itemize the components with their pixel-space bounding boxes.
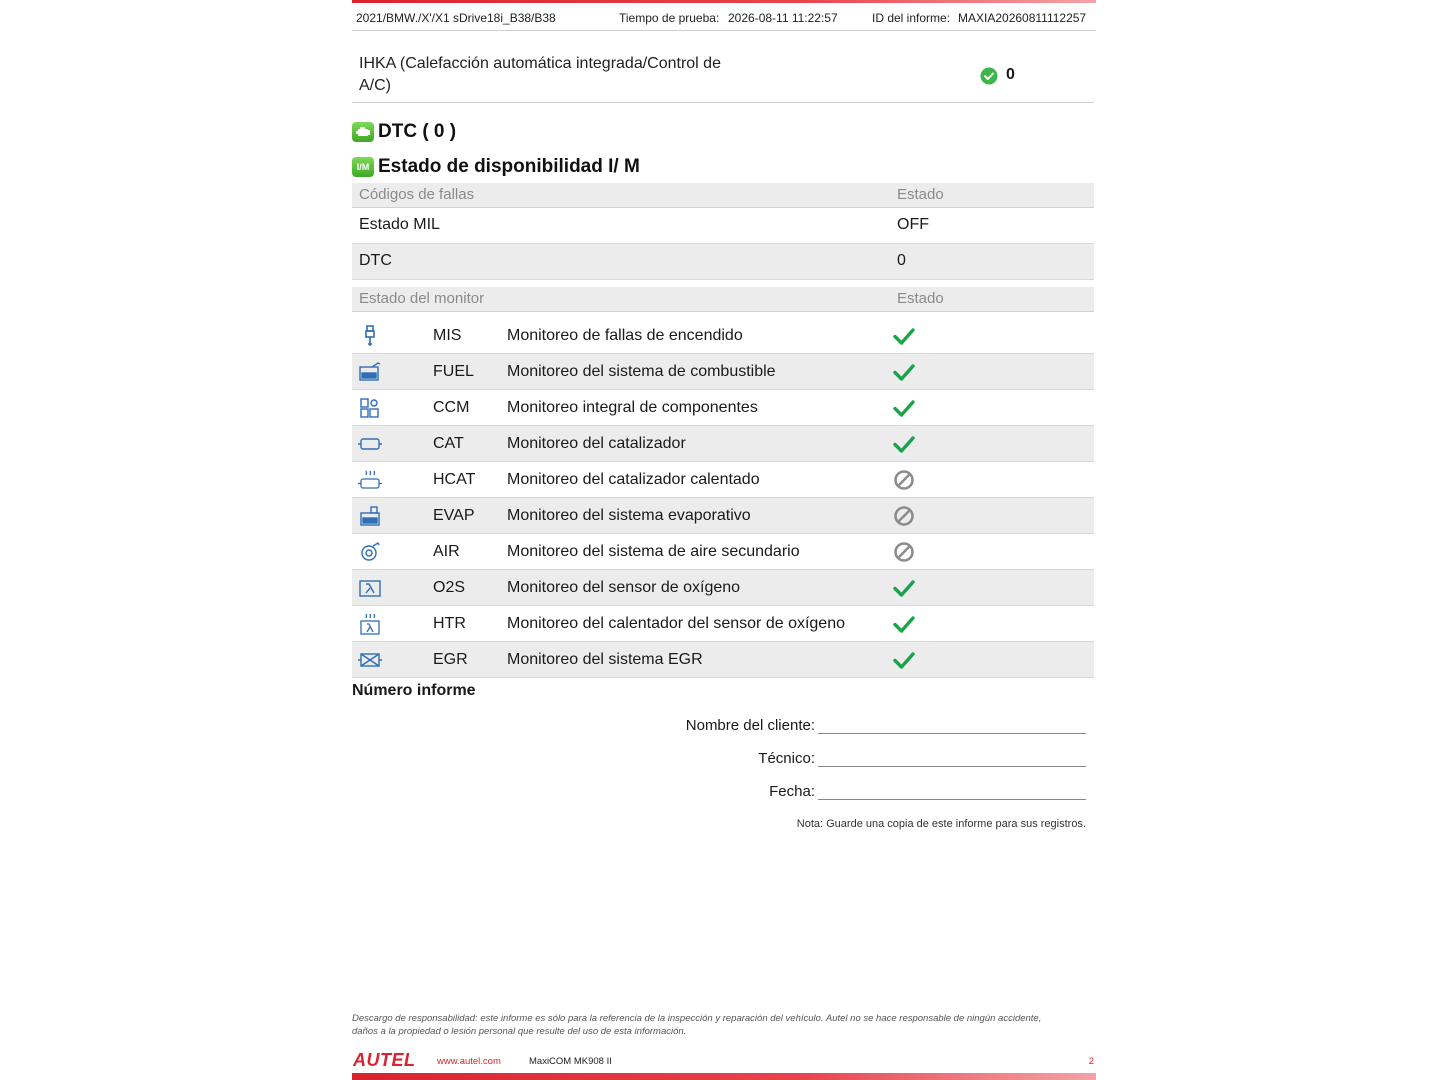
monitor-row-htr <box>352 606 1094 642</box>
code-name: DTC <box>352 243 890 279</box>
monitor-row-fuel <box>352 354 1094 390</box>
report-header <box>352 3 1096 31</box>
vehicle-info: 2021/BMW./X'/X1 sDrive18i_B38/B38 <box>356 11 556 25</box>
fuel-tank-icon <box>358 360 382 384</box>
report-number-title: Número informe <box>352 682 476 699</box>
sensor-heater-icon <box>358 612 382 636</box>
monitor-desc: Monitoreo del calentador del sensor de oxígeno <box>507 615 845 632</box>
monitor-header-label: Estado del monitor <box>352 287 890 311</box>
monitor-desc: Monitoreo integral de componentes <box>507 399 758 416</box>
code-value: OFF <box>890 207 1094 243</box>
check-icon <box>892 396 916 420</box>
date-label: Fecha: <box>769 783 815 800</box>
technician-label: Técnico: <box>758 750 815 767</box>
fault-codes-table <box>352 183 1094 280</box>
heated-catalyst-icon <box>358 468 382 492</box>
monitor-row-mis <box>352 318 1094 354</box>
table-row <box>352 243 1094 279</box>
check-icon <box>892 360 916 384</box>
device-name: MaxiCOM MK908 II <box>529 1056 612 1067</box>
not-supported-icon <box>892 468 916 492</box>
customer-name-field[interactable] <box>686 714 1086 734</box>
monitor-desc: Monitoreo del sistema de aire secundario <box>507 543 800 560</box>
website-link[interactable]: www.autel.com <box>437 1056 501 1067</box>
page-number: 2 <box>1088 1056 1094 1067</box>
table-row <box>352 207 1094 243</box>
monitor-row-hcat <box>352 462 1094 498</box>
not-supported-icon <box>892 504 916 528</box>
signature-line <box>818 786 1086 800</box>
monitor-desc: Monitoreo del sistema EGR <box>507 651 703 668</box>
monitor-abbr: CCM <box>433 399 470 416</box>
disclaimer: Descargo de responsabilidad: este informe es sólo para la referencia de la inspección y reparación del vehículo. Autel no se hace responsable de ningún accidente, daños a la propiedad o lesión personal que resulte del uso de esta información. <box>352 1013 1042 1037</box>
monitor-abbr: HTR <box>433 615 466 632</box>
check-icon <box>892 648 916 672</box>
monitor-abbr: HCAT <box>433 471 476 488</box>
monitor-desc: Monitoreo del sistema evaporativo <box>507 507 751 524</box>
oxygen-sensor-icon <box>358 576 382 600</box>
signature-line <box>818 753 1086 767</box>
signature-line <box>818 720 1086 734</box>
test-time-label: Tiempo de prueba: <box>619 11 720 25</box>
monitor-row-cat <box>352 426 1094 462</box>
im-title: Estado de disponibilidad I/ M <box>378 156 640 177</box>
autel-logo: AUTEL <box>353 1050 416 1070</box>
check-icon <box>892 576 916 600</box>
customer-name-label: Nombre del cliente: <box>685 717 815 734</box>
monitor-desc: Monitoreo de fallas de encendido <box>507 327 743 344</box>
report-page <box>352 0 1096 1080</box>
dtc-title: DTC ( 0 ) <box>378 121 457 142</box>
monitor-abbr: EVAP <box>433 507 475 524</box>
catalyst-icon <box>358 432 382 456</box>
not-supported-icon <box>892 540 916 564</box>
report-id: MAXIA20260811112257 <box>958 11 1087 25</box>
im-icon: I/M <box>352 157 374 177</box>
egr-valve-icon <box>358 648 382 672</box>
code-name: Estado MIL <box>352 207 890 243</box>
monitor-header-table <box>352 287 1094 312</box>
monitor-row-evap <box>352 498 1094 534</box>
monitor-desc: Monitoreo del catalizador <box>507 435 686 452</box>
table-header <box>352 183 1094 207</box>
date-field[interactable] <box>769 780 1086 800</box>
monitor-abbr: AIR <box>433 543 460 560</box>
technician-field[interactable] <box>758 747 1086 767</box>
test-time: 2026-08-11 11:22:57 <box>728 11 838 25</box>
module-row <box>352 31 1094 103</box>
monitor-desc: Monitoreo del catalizador calentado <box>507 471 760 488</box>
monitor-abbr: EGR <box>433 651 468 668</box>
module-name: IHKA (Calefacción automática integrada/Control de A/C) <box>359 55 721 94</box>
engine-icon <box>352 122 374 142</box>
air-pump-icon <box>358 540 382 564</box>
monitor-abbr: MIS <box>433 327 462 344</box>
code-value: 0 <box>890 243 1094 279</box>
monitor-header-status: Estado <box>890 287 1094 311</box>
bottom-accent-bar <box>352 1073 1096 1080</box>
footer <box>352 1050 1096 1072</box>
monitor-abbr: FUEL <box>433 363 474 380</box>
monitor-abbr: CAT <box>433 435 464 452</box>
monitor-desc: Monitoreo del sistema de combustible <box>507 363 776 380</box>
monitor-desc: Monitoreo del sensor de oxígeno <box>507 579 741 596</box>
monitor-row-egr <box>352 642 1094 678</box>
monitor-row-o2s <box>352 570 1094 606</box>
monitor-row-ccm <box>352 390 1094 426</box>
codes-header-label: Códigos de fallas <box>352 183 890 207</box>
check-circle-icon <box>980 67 998 85</box>
check-icon <box>892 432 916 456</box>
codes-header-status: Estado <box>890 183 1094 207</box>
module-dtc-count: 0 <box>1006 66 1015 83</box>
components-icon <box>358 396 382 420</box>
table-header <box>352 287 1094 311</box>
im-section-title <box>352 155 640 179</box>
monitor-abbr: O2S <box>433 579 466 596</box>
spark-plug-icon <box>358 324 382 348</box>
check-icon <box>892 612 916 636</box>
report-note: Nota: Guarde una copia de este informe para sus registros. <box>796 818 1086 830</box>
evaporative-icon <box>358 504 382 528</box>
report-id-label: ID del informe: <box>872 11 951 25</box>
check-icon <box>892 324 916 348</box>
monitor-row-air <box>352 534 1094 570</box>
dtc-section-title <box>352 120 456 144</box>
